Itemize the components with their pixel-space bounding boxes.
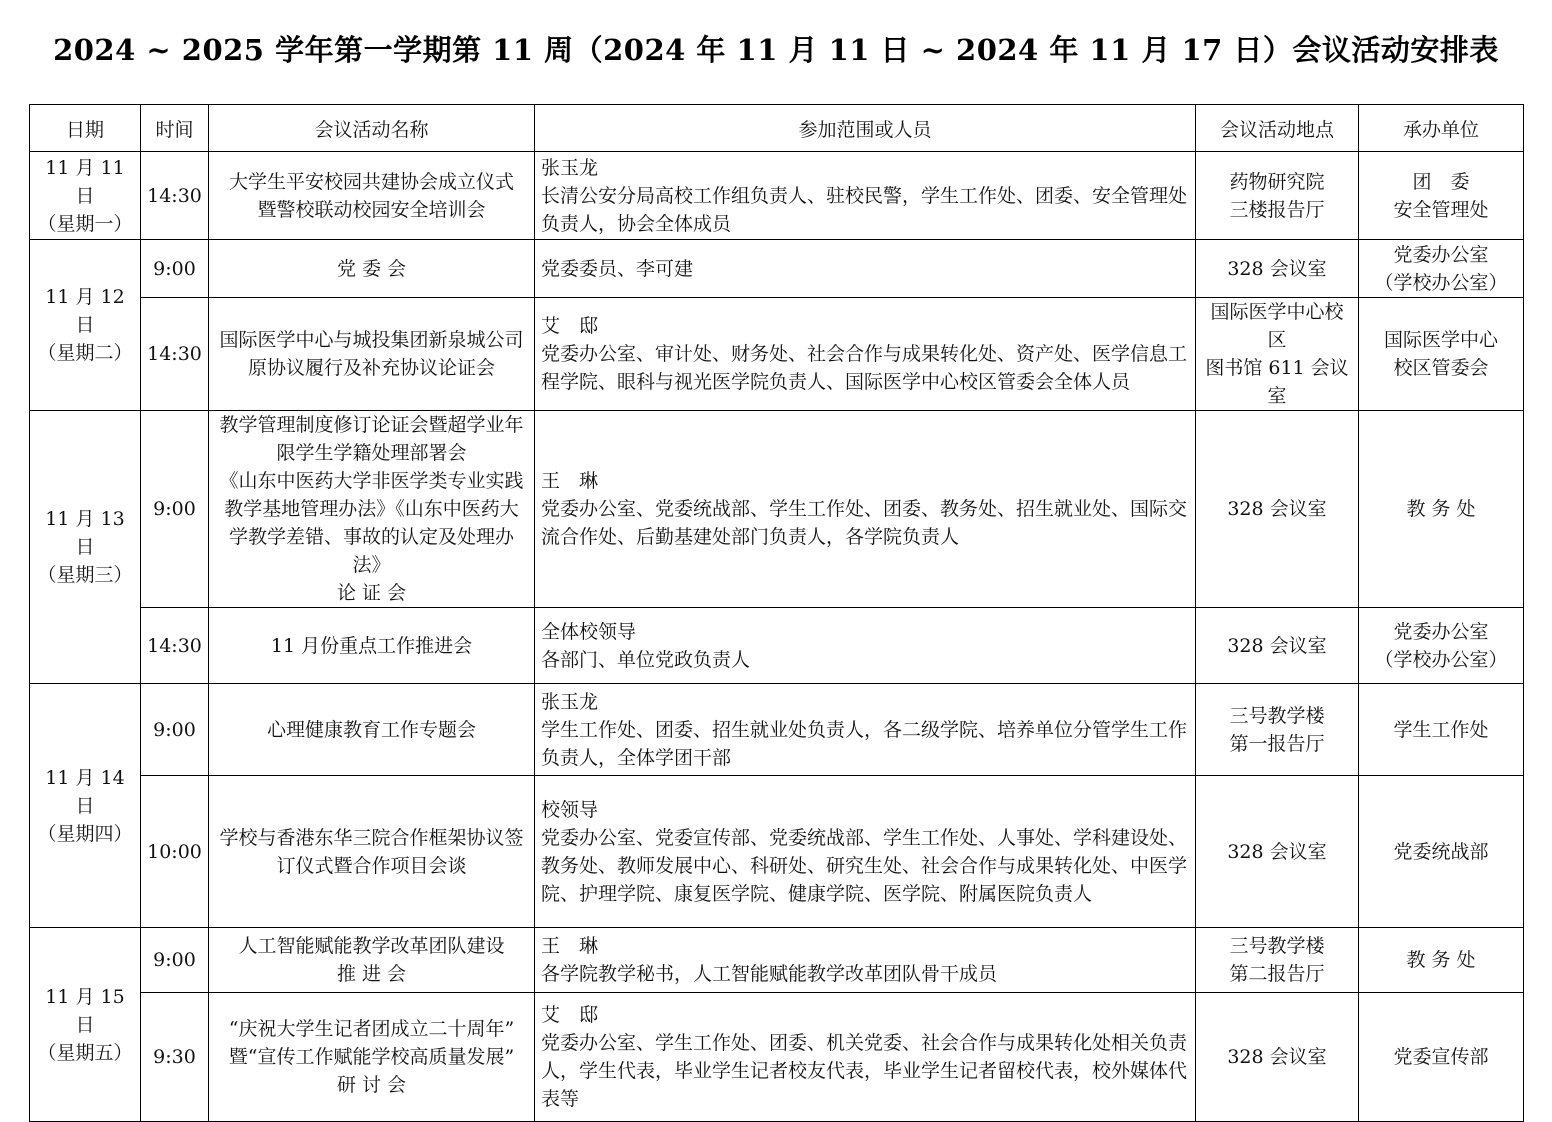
leader-name: 王 琳 [541,470,599,492]
organizer-cell [1359,298,1524,411]
table-row [30,240,1524,298]
leader-name: 校领导 [541,798,599,821]
event-name-cell [209,993,535,1122]
event-name-cell [209,684,535,776]
date-cell [30,411,141,684]
location-cell [1196,684,1359,776]
time-cell: 9:00 [141,240,209,298]
time-cell: 14:30 [141,298,209,411]
participants-cell [535,411,1196,608]
date-label: 11 月 14 日 [45,766,125,817]
organizer-cell [1359,684,1524,776]
time-cell: 10:00 [141,776,209,928]
participants-text: 党委办公室、党委统战部、学生工作处、团委、教务处、招生就业处、国际交流合作处、后勤基建处部门负责人，各学院负责人 [541,498,1188,548]
participants-text: 党委委员、李可建 [541,257,694,280]
time-cell: 14:30 [141,152,209,240]
weekday-label: （星期三） [37,564,133,586]
participants-text: 党委办公室、审计处、财务处、社会合作与成果转化处、资产处、医学信息工程学院、眼科与视光医学院负责人、国际医学中心校区管委会全体人员 [541,343,1188,393]
participants-text: 学生工作处、团委、招生就业处负责人，各二级学院、培养单位分管学生工作负责人，全体学团干部 [541,718,1188,769]
leader-name: 艾 邸 [541,1004,599,1026]
participants-cell [535,684,1196,776]
organizer-line: 国际医学中心 [1383,329,1498,351]
location-cell [1196,298,1359,411]
event-name-cell [209,928,535,993]
organizer-line: 安全管理处 [1393,198,1489,221]
event-name-line: “庆祝大学生记者团成立二十周年” [228,1018,515,1040]
date-label: 11 月 13 日 [45,508,125,558]
organizer-line: 党委办公室 [1393,620,1489,643]
page-title: 2024 ~ 2025 学年第一学期第 11 周（2024 年 11 月 11 日 ~ 2024 年 11 月 17 日）会议活动安排表 [53,33,1499,67]
date-cell [30,684,141,928]
time-cell: 9:00 [141,411,209,608]
event-name-line: 教学管理制度修订论证会暨超学业年 [219,414,524,436]
date-cell [30,240,141,411]
organizer-line: 团 委 [1412,170,1470,193]
participants-cell [535,152,1196,240]
event-name-cell [209,298,535,411]
organizer-cell [1359,776,1524,928]
organizer-cell [1359,411,1524,608]
time-cell: 9:30 [141,993,209,1122]
organizer-cell [1359,608,1524,684]
participants-text: 各部门、单位党政负责人 [541,648,751,671]
location-line: 药物研究院 [1229,170,1325,193]
event-name-line: 论 证 会 [336,582,407,604]
event-name-line: 教学基地管理办法》《山东中医药大 [224,498,519,520]
time-cell: 14:30 [141,608,209,684]
organizer-line: 学生工作处 [1393,718,1489,741]
leader-name: 全体校领导 [541,620,637,643]
location-line: 三号教学楼 [1229,704,1325,727]
event-name-line: 国际医学中心与城投集团新泉城公司 [219,329,524,351]
event-name-cell [209,608,535,684]
date-label: 11 月 15 日 [45,985,125,1036]
organizer-line: （学校办公室） [1374,271,1508,294]
location-line: 328 会议室 [1227,840,1327,863]
organizer-line: 党委统战部 [1393,840,1489,863]
header-participants: 参加范围或人员 [535,105,1196,152]
event-name-line: 《山东中医药大学非医学类专业实践 [219,470,524,492]
leader-name: 张玉龙 [541,156,599,179]
date-cell [30,928,141,1122]
event-name-line: 暨“宣传工作赋能学校高质量发展” [228,1046,515,1068]
organizer-line: （学校办公室） [1374,648,1508,671]
event-name-line: 学校与香港东华三院合作框架协议签 [219,826,524,849]
event-name-line: 限学生学籍处理部署会 [276,442,467,464]
event-name-line: 推 进 会 [336,963,407,985]
organizer-cell [1359,240,1524,298]
table-row [30,993,1524,1122]
time-cell: 9:00 [141,928,209,993]
weekday-label: （星期五） [37,1041,133,1064]
table-row [30,411,1524,608]
location-line: 国际医学中心校区 [1210,301,1344,351]
table-row [30,684,1524,776]
event-name-cell [209,240,535,298]
participants-text: 党委办公室、党委宣传部、党委统战部、学生工作处、人事处、学科建设处、教务处、教师发展中心、科研处、研究生处、社会合作与成果转化处、中医学院、护理学院、康复医学院、健康学院、医学院、附属医院负责人 [541,826,1188,905]
organizer-cell [1359,928,1524,993]
event-name-cell [209,411,535,608]
location-cell [1196,776,1359,928]
event-name-line: 党 委 会 [336,257,407,280]
participants-cell [535,608,1196,684]
event-name-line: 11 月份重点工作推进会 [270,634,473,657]
participants-text: 各学院教学秘书，人工智能赋能教学改革团队骨干成员 [541,963,998,985]
organizer-cell [1359,152,1524,240]
header-row [30,105,1524,152]
event-name-line: 原协议履行及补充协议论证会 [247,357,495,379]
header-date: 日期 [30,105,141,152]
event-name-line: 订仪式暨合作项目会谈 [276,854,467,877]
location-cell [1196,411,1359,608]
participants-cell [535,993,1196,1122]
table-row [30,608,1524,684]
location-cell [1196,928,1359,993]
event-name-line: 心理健康教育工作专题会 [266,718,476,741]
organizer-line: 教 务 处 [1406,949,1476,971]
participants-text: 党委办公室、学生工作处、团委、机关党委、社会合作与成果转化处相关负责人，学生代表，毕业学生记者校友代表，毕业学生记者留校代表，校外媒体代表等 [541,1032,1188,1110]
date-label: 11 月 11 日 [45,156,125,207]
participants-cell [535,776,1196,928]
weekday-label: （星期二） [37,342,133,364]
schedule-table [29,104,1524,1122]
table-row [30,776,1524,928]
location-cell [1196,240,1359,298]
table-row [30,928,1524,993]
event-name-line: 暨警校联动校园安全培训会 [257,198,486,221]
participants-cell [535,240,1196,298]
header-organizer: 承办单位 [1359,105,1524,152]
organizer-line: 教 务 处 [1406,498,1476,520]
location-line: 三号教学楼 [1229,935,1325,957]
organizer-line: 党委宣传部 [1393,1046,1489,1068]
leader-name: 王 琳 [541,935,599,957]
participants-cell [535,298,1196,411]
date-label: 11 月 12 日 [45,286,125,336]
location-line: 328 会议室 [1227,257,1327,280]
schedule-body [30,152,1524,1122]
location-line: 第一报告厅 [1229,732,1325,755]
weekday-label: （星期一） [37,212,133,235]
location-line: 328 会议室 [1227,1046,1327,1068]
location-line: 第二报告厅 [1229,963,1325,985]
table-row [30,152,1524,240]
location-cell [1196,608,1359,684]
location-cell [1196,152,1359,240]
leader-name: 张玉龙 [541,690,599,713]
event-name-line: 学教学差错、事故的认定及处理办法》 [228,526,514,576]
organizer-cell [1359,993,1524,1122]
location-cell [1196,993,1359,1122]
header-name: 会议活动名称 [209,105,535,152]
event-name-line: 研 讨 会 [336,1074,407,1096]
location-line: 三楼报告厅 [1229,198,1325,221]
location-line: 328 会议室 [1227,498,1327,520]
table-row [30,298,1524,411]
time-cell: 9:00 [141,684,209,776]
location-line: 图书馆 611 会议室 [1205,357,1349,407]
event-name-line: 人工智能赋能教学改革团队建设 [238,935,505,957]
location-line: 328 会议室 [1227,634,1327,657]
organizer-line: 党委办公室 [1393,243,1489,266]
weekday-label: （星期四） [37,822,133,845]
participants-cell [535,928,1196,993]
date-cell [30,152,141,240]
participants-text: 长清公安分局高校工作组负责人、驻校民警，学生工作处、团委、安全管理处负责人，协会全体成员 [541,184,1188,235]
header-time: 时间 [141,105,209,152]
organizer-line: 校区管委会 [1393,357,1489,379]
leader-name: 艾 邸 [541,315,599,337]
header-location: 会议活动地点 [1196,105,1359,152]
event-name-cell [209,152,535,240]
event-name-cell [209,776,535,928]
event-name-line: 大学生平安校园共建协会成立仪式 [228,170,514,193]
